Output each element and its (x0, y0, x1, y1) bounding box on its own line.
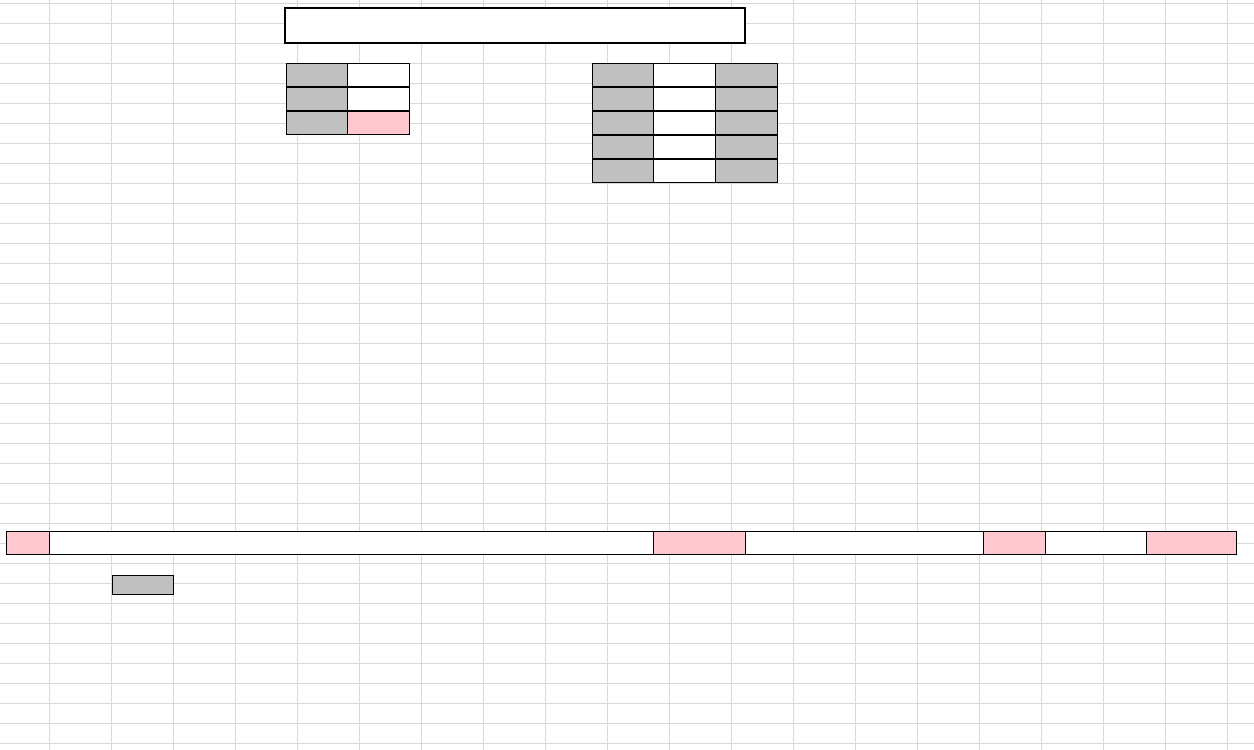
gamma4-unit (716, 159, 778, 183)
sum-symbol[interactable] (6, 531, 50, 555)
gamma1-row (592, 87, 778, 111)
gamma4-value[interactable] (654, 159, 716, 183)
gray-cell[interactable] (112, 575, 174, 595)
param-r-value[interactable] (348, 63, 410, 87)
param-k-label (286, 111, 348, 135)
sum-tn[interactable] (653, 531, 746, 555)
params-right (592, 63, 778, 183)
sum-row (6, 531, 1237, 555)
gamma2-value[interactable] (654, 111, 716, 135)
sheet-title[interactable] (284, 7, 746, 44)
param-k-row (286, 111, 410, 135)
gamma4-row (592, 159, 778, 183)
params-left (286, 63, 410, 135)
gamma0-label (592, 63, 654, 87)
param-k-value[interactable] (348, 111, 410, 135)
gamma0-unit (716, 63, 778, 87)
sum-blank-mid[interactable] (745, 531, 984, 555)
gamma1-label (592, 87, 654, 111)
param-r-label (286, 63, 348, 87)
gamma3-label (592, 135, 654, 159)
gamma3-unit (716, 135, 778, 159)
gamma3-row (592, 135, 778, 159)
param-m-label (286, 87, 348, 111)
sum-nwtan[interactable] (1146, 531, 1237, 555)
gamma0-value[interactable] (654, 63, 716, 87)
sum-cnln[interactable] (983, 531, 1046, 555)
gamma1-value[interactable] (654, 87, 716, 111)
param-m-value[interactable] (348, 87, 410, 111)
param-m-row (286, 87, 410, 111)
gamma1-unit (716, 87, 778, 111)
gamma3-value[interactable] (654, 135, 716, 159)
gamma0-row (592, 63, 778, 87)
sum-blank-right[interactable] (1045, 531, 1147, 555)
param-r-row (286, 63, 410, 87)
gamma2-row (592, 111, 778, 135)
gamma2-label (592, 111, 654, 135)
gamma2-unit (716, 111, 778, 135)
gamma4-label (592, 159, 654, 183)
sum-blank-left[interactable] (49, 531, 654, 555)
